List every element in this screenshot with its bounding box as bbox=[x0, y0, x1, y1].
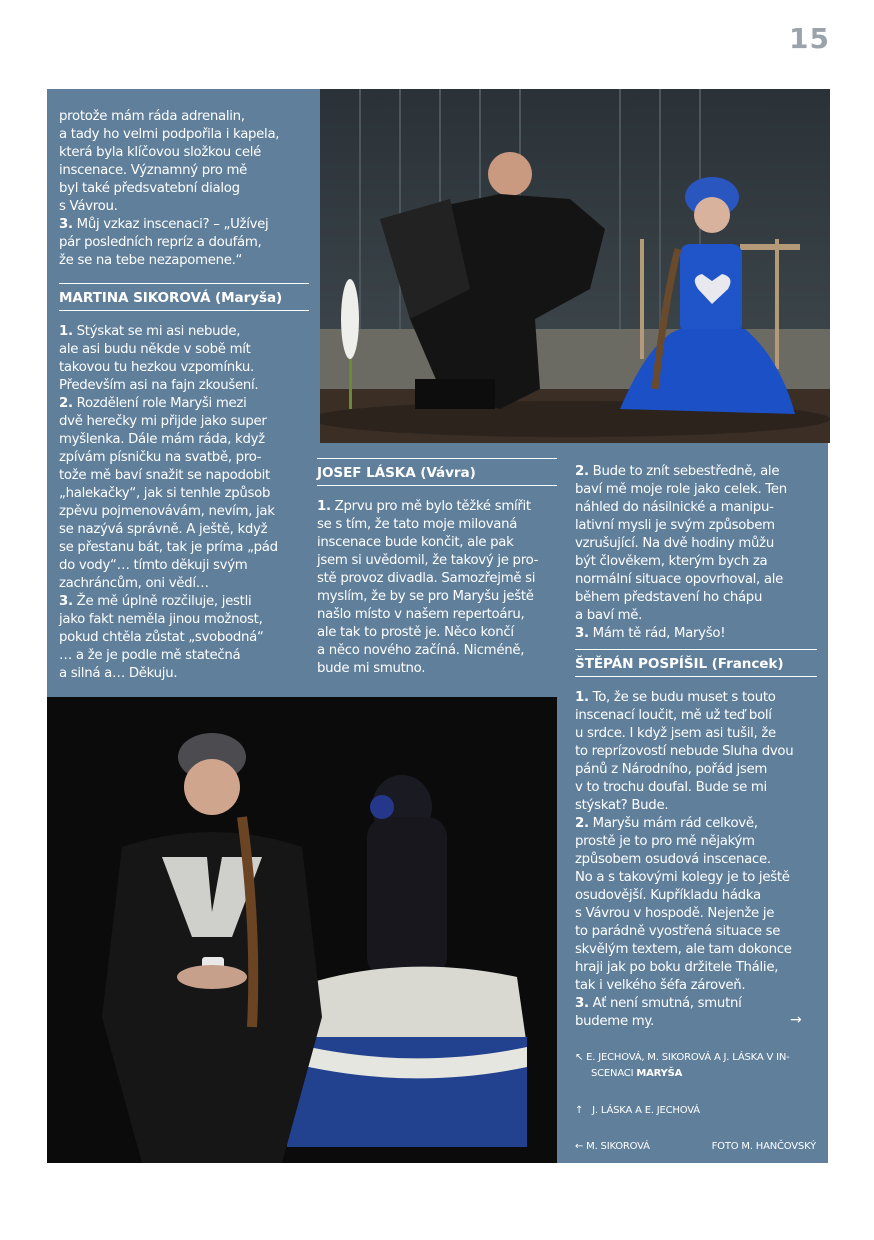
photo-sikorova bbox=[47, 697, 557, 1163]
answer-3: 3. Že mě úplně rozčiluje, jestli jako fakt neměla jinou možnost, pokud chtěla zůstat „svobodná“ … a že je podle mě statečná a silná a… Děkuju. bbox=[59, 594, 264, 681]
section-heading-sikorova: MARTINA SIKOROVÁ (Maryša) bbox=[59, 283, 309, 311]
section-heading-laska: JOSEF LÁSKA (Vávra) bbox=[317, 458, 557, 486]
answer-number: 3. bbox=[59, 217, 73, 232]
photo-credit: FOTO M. HANČOVSKÝ bbox=[711, 1141, 816, 1152]
answer-2: 2. Rozdělení role Maryši mezi dvě herečky mi přijde jako super myšlenka. Dále mám ráda, když zpívám písničku na svatbě, pro- tože mě baví snažit se napodobit „halekačky“, jak si tenhle způsob zpěvu pojmenovávám, nevím, jak se nazývá správně. A ještě, když se přestanu bát, tak je príma „pád do vody“… tímto děkuji svým zachráncům, oni vědí… bbox=[59, 396, 278, 591]
answer-3: 3. Mám tě rád, Maryšo! bbox=[575, 626, 726, 641]
answer-2: 2. Bude to znít sebestředně, ale baví mě moje role jako celek. Ten náhled do násilnické a manipu- lativní mysli je svým způsobem vzrušující. Na dvě hodiny můžu být člověkem, kterým bych za normální situace opovrhoval, ale během představení ho chápu a baví mě. bbox=[575, 464, 787, 623]
column-middle bbox=[317, 452, 557, 678]
arrow-left-icon: ← bbox=[575, 1141, 584, 1152]
caption-photo-top: ↖ E. JECHOVÁ, M. SIKOROVÁ A J. LÁSKA V IN- SCENACI MARYŠA bbox=[575, 1052, 790, 1079]
caption-photo-left: ← M. SIKOROVÁ bbox=[575, 1141, 650, 1152]
column-right bbox=[575, 463, 817, 1031]
caption-photo-top-detail: ↑ J. LÁSKA A E. JECHOVÁ bbox=[575, 1105, 700, 1116]
answer-1: 1. Stýskat se mi asi nebude, ale asi budu někde v sobě mít takovou tu hezkou vzpomínku. Především asi na fajn zkoušení. bbox=[59, 324, 259, 393]
arrow-up-icon: ↑ bbox=[575, 1105, 584, 1116]
intro-paragraph: protože mám ráda adrenalin, a tady ho velmi podpořila i kapela, která byla klíčovou složkou celé inscenace. Významný pro mě byl také předsvatební dialog s Vávrou. 3. Můj vzkaz inscenaci? – „Užívej pár posledních repríz a doufám, že se na tebe nezapomene.“ bbox=[59, 109, 280, 268]
continue-arrow-icon: → bbox=[790, 1012, 802, 1028]
answer-2: 2. Maryšu mám rád celkově, prostě je to pro mě nějakým způsobem osudová inscenace. No a s takovými kolegy je to ještě osudovější. Kupříkladu hádka s Vávrou v hospodě. Nejenže je to parádně vyostřená situace se skvělým textem, ale tam dokonce hraji jak po boku držitele Thálie, tak i velkého šéfa zároveň. bbox=[575, 816, 792, 993]
photo-laska-jechova bbox=[320, 89, 830, 443]
page-number: 15 bbox=[789, 22, 830, 55]
answer-1: 1. To, že se budu muset s touto inscenací loučit, mě už teď bolí u srdce. I když jsem asi tušil, že to reprízovostí nebude Sluha dvou pánů z Národního, pořád jsem v to trochu doufal. Bude se mi stýskat? Bude. bbox=[575, 690, 794, 813]
answer-3: 3. Ať není smutná, smutní budeme my. bbox=[575, 996, 742, 1029]
section-heading-pospisil: ŠTĚPÁN POSPÍŠIL (Francek) bbox=[575, 649, 817, 677]
column-left bbox=[59, 108, 309, 683]
arrow-up-left-icon: ↖ bbox=[575, 1052, 584, 1063]
answer-1: 1. Zprvu pro mě bylo těžké smířit se s tím, že tato moje milovaná inscenace bude končit, ale pak jsem si uvědomil, že takový je pro- stě provoz divadla. Samozřejmě si myslím, že by se pro Maryšu ještě našlo místo v našem repertoáru, ale tak to prostě je. Něco končí a něco nového začíná. Nicméně, bude mi smutno. bbox=[317, 499, 539, 676]
